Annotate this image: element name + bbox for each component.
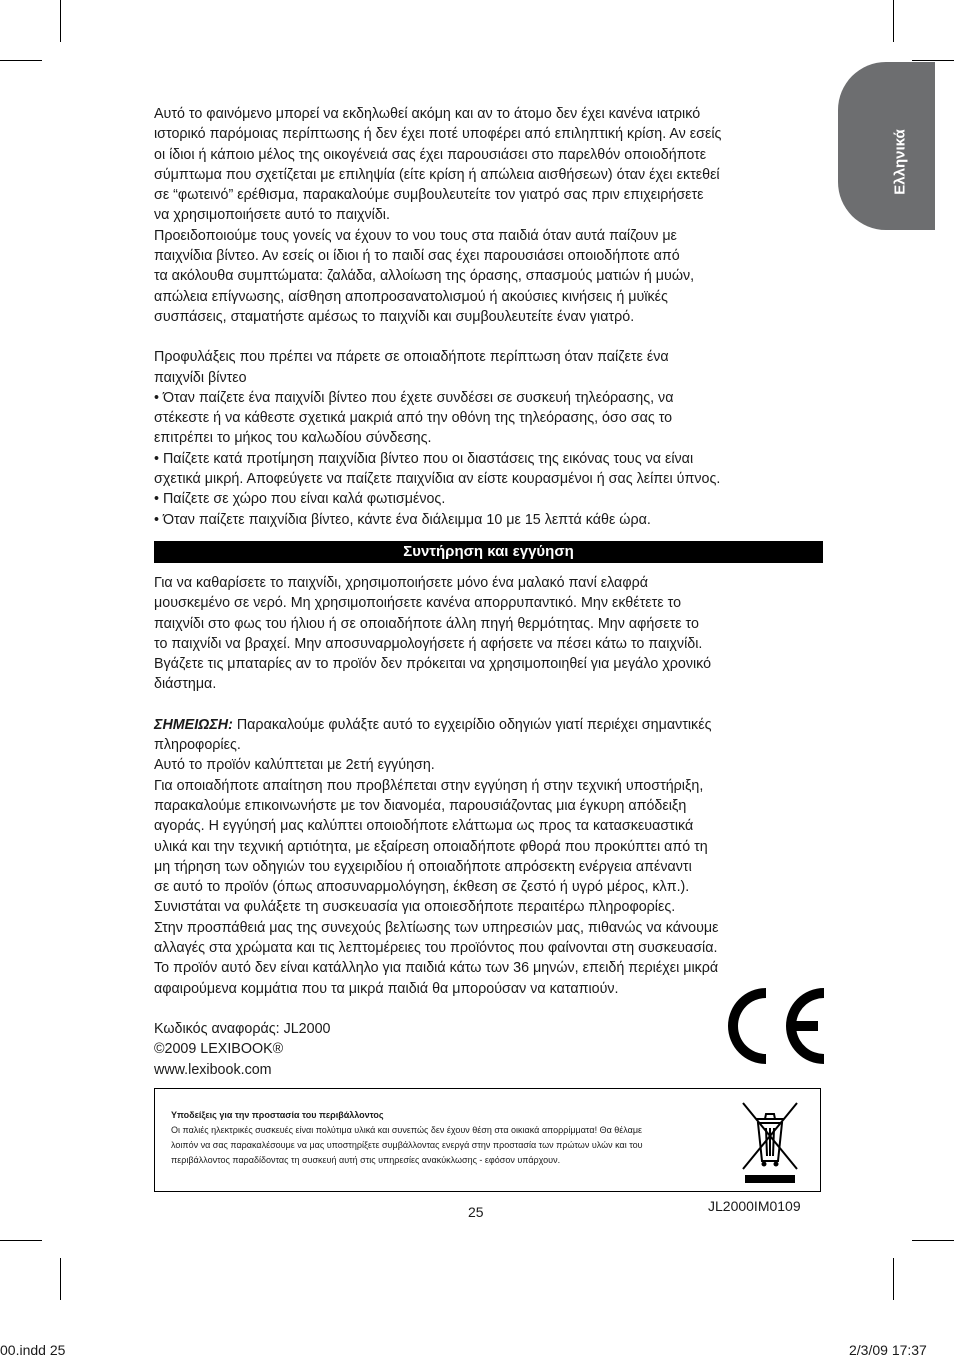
text-line: παιχνίδι βίντεο (154, 369, 247, 386)
section-header: Συντήρηση και εγγύηση (154, 541, 823, 563)
language-tab (838, 62, 935, 230)
text-line: απώλεια επίγνωσης, αίσθηση αποπροσανατολισμού ή ακούσιες κινήσεις ή μυϊκές (154, 288, 668, 305)
ce-mark-icon (714, 986, 826, 1066)
environment-notice (154, 1088, 821, 1192)
crop-mark (0, 60, 42, 61)
text-line: συσπάσεις, σταματήστε αμέσως το παιχνίδι και συμβουλευτείτε έναν γιατρό. (154, 308, 635, 325)
crop-mark (912, 1240, 954, 1241)
note-label: ΣΗΜΕΙΩΣΗ: (154, 716, 233, 733)
text-line: σε αυτό το προϊόν (όπως αποσυναρμολόγηση, έκθεση σε ζεστό ή υγρό μέρος, κλπ.). (154, 879, 690, 896)
text-line: • Όταν παίζετε ένα παιχνίδι βίντεο που έχετε συνδέσει σε συσκευή τηλεόρασης, να (154, 389, 674, 406)
text-line: Στην προσπάθειά μας της συνεχούς βελτίωσης των υπηρεσιών μας, πιθανώς να κάνουμε (154, 919, 719, 936)
crop-mark (60, 0, 61, 42)
crop-mark (60, 1258, 61, 1300)
text-line: μη τήρηση των οδηγιών του εγχειριδίου ή οποιαδήποτε απρόσεκτη ενέργεια απέναντι (154, 858, 692, 875)
language-tab-label: Ελληνικά (891, 129, 909, 195)
page-number: 25 (468, 1204, 484, 1220)
text-line: υλικά και την τεχνική αρτιότητα, με εξαίρεση οποιαδήποτε φθορά που προκύπτει από τη (154, 838, 708, 855)
copyright: ©2009 LEXIBOOK® (154, 1041, 284, 1058)
text-line: Βγάζετε τις μπαταρίες αν το προϊόν δεν πρόκειται να χρησιμοποιηθεί για μεγάλο χρονικό (154, 656, 712, 673)
text-line: • Όταν παίζετε παιχνίδια βίντεο, κάντε ένα διάλειμμα 10 με 15 λεπτά κάθε ώρα. (154, 511, 651, 528)
text-line: πληροφορίες. (154, 737, 241, 754)
text-line: ιστορικό παρόμοιας περίπτωσης ή δεν έχει ποτέ υποφέρει από επιληπτική κρίση. Αν εσείς (154, 126, 722, 143)
text-line: αλλαγές στα χρώματα και τις λεπτομέρειες του προϊόντος που φαίνονται στη συσκευασία. (154, 940, 718, 957)
text-line: • Παίζετε σε χώρο που είναι καλά φωτισμένος. (154, 491, 446, 508)
text-line: Προφυλάξεις που πρέπει να πάρετε σε οποιαδήποτε περίπτωση όταν παίζετε ένα (154, 349, 669, 366)
print-slug-file: 00.indd 25 (0, 1342, 66, 1358)
crop-mark (893, 1258, 894, 1300)
text-line: αγοράς. Η εγγύησή μας καλύπτει οποιοδήποτε ελάττωμα ως προς τα κατασκευαστικά (154, 818, 694, 835)
text-line: Για να καθαρίσετε το παιχνίδι, χρησιμοποιήσετε μόνο ένα μαλακό πανί ελαφρά (154, 575, 648, 591)
text-line: Προειδοποιούμε τους γονείς να έχουν το νου τους στα παιδιά όταν αυτά παίζουν με (154, 227, 677, 244)
text-line: οι ίδιοι ή κάποιο μέλος της οικογένειά σας έχει παρουσιάσει στο παρελθόν οποιοδήποτε (154, 146, 707, 163)
text-line: Αυτό το φαινόμενο μπορεί να εκδηλωθεί ακόμη και αν το άτομο δεν έχει κανένα ιατρικό (154, 106, 701, 122)
text-line: στέκεστε ή να κάθεστε σχετικά μακριά από την οθόνη της τηλεόρασης, όσο σας το (154, 410, 673, 427)
text-line: αφαιρούμενα κομμάτια που τα μικρά παιδιά θα μπορούσαν να καταπιούν. (154, 980, 619, 997)
crop-mark (912, 60, 954, 61)
text-line: διάστημα. (154, 676, 217, 693)
text-line: σύμπτωμα που σχετίζεται με επιληψία (είτε κρίση ή απώλεια αισθήσεων) όταν έχει εκτεθεί (154, 166, 720, 183)
environment-line: Οι παλιές ηλεκτρικές συσκευές είναι πολύτιμα υλικά και συνεπώς δεν έχουν θέση στα οικιακά απορρίμματα! Θα θέλαμε (171, 1125, 643, 1135)
note-line (154, 715, 826, 735)
epilepsy-warning (154, 104, 826, 530)
text-line: τα ακόλουθα συμπτώματα: ζαλάδα, αλλοίωση της όρασης, σπασμούς ματιών ή μυών, (154, 268, 695, 285)
text-line: Συνιστάται να φυλάξετε τη συσκευασία για οποιεσδήποτε περαιτέρω πληροφορίες. (154, 899, 676, 916)
reference-code: Κωδικός αναφοράς: JL2000 (154, 1020, 331, 1037)
text-line: • Παίζετε κατά προτίμηση παιχνίδια βίντεο που οι διαστάσεις της εικόνας τους να είναι (154, 450, 694, 467)
text-line: Για οποιαδήποτε απαίτηση που προβλέπεται στην εγγύηση ή στην τεχνική υποστήριξη, (154, 777, 704, 794)
website: www.lexibook.com (154, 1061, 272, 1078)
text-line: σε “φωτεινό” ερέθισμα, παρακαλούμε συμβουλευτείτε τον γιατρό σας πριν επιχειρήσετε (154, 187, 704, 204)
note-text: Παρακαλούμε φυλάξτε αυτό το εγχειρίδιο οδηγιών γιατί περιέχει σημαντικές (232, 716, 712, 733)
crop-mark (0, 1240, 42, 1241)
text-line: παρακαλούμε επικοινωνήστε με τον διανομέα, παρουσιάζοντας μια έγκυρη απόδειξη (154, 797, 687, 814)
text-line: να χρησιμοποιήσετε αυτό το παιχνίδι. (154, 207, 390, 224)
document-code: JL2000IM0109 (708, 1198, 801, 1214)
text-line: Αυτό το προϊόν καλύπτεται με 2ετή εγγύηση. (154, 757, 435, 774)
text-line: Το προϊόν αυτό δεν είναι κατάλληλο για παιδιά κάτω των 36 μηνών, επειδή περιέχει μικρά (154, 960, 719, 977)
environment-title: Υποδείξεις για την προστασία του περιβάλλοντος (171, 1110, 384, 1120)
print-slug-date: 2/3/09 17:37 (849, 1342, 927, 1358)
environment-line: λοιπόν να σας παρακαλέσουμε να μας υποστηρίξετε συμβάλλοντας ενεργά στην προστασία των πρώτων υλών και του (171, 1140, 643, 1150)
crossed-bin-icon (739, 1097, 801, 1185)
text-line: παιχνίδια βίντεο. Αν εσείς οι ίδιοι ή το παιδί σας έχει παρουσιάσει οποιοδήποτε από (154, 248, 680, 265)
text-line: επιτρέπει το μήκος του καλωδίου σύνδεσης. (154, 430, 432, 447)
crop-mark (893, 0, 894, 42)
text-line: σχετικά μικρή. Αποφεύγετε να παίζετε παιχνίδια αν είστε κουρασμένοι ή σας λείπει ύπνος. (154, 471, 721, 488)
text-line: παιχνίδι στο φως του ήλιου ή σε οποιαδήποτε άλλη πηγή θερμότητας. Μην αφήσετε το (154, 615, 699, 632)
text-line: μουσκεμένο σε νερό. Μη χρησιμοποιήσετε κανένα απορρυπαντικό. Μην εκθέτετε το (154, 595, 682, 612)
text-line: το παιχνίδι να βραχεί. Μην αποσυναρμολογήσετε ή αφήσετε να πέσει κάτω το παιχνίδι. (154, 635, 703, 652)
environment-line: περιβάλλοντος παραδίδοντας τη συσκευή αυτή στις υπηρεσίες ανακύκλωσης - εφόσον υπάρχουν. (171, 1155, 561, 1165)
